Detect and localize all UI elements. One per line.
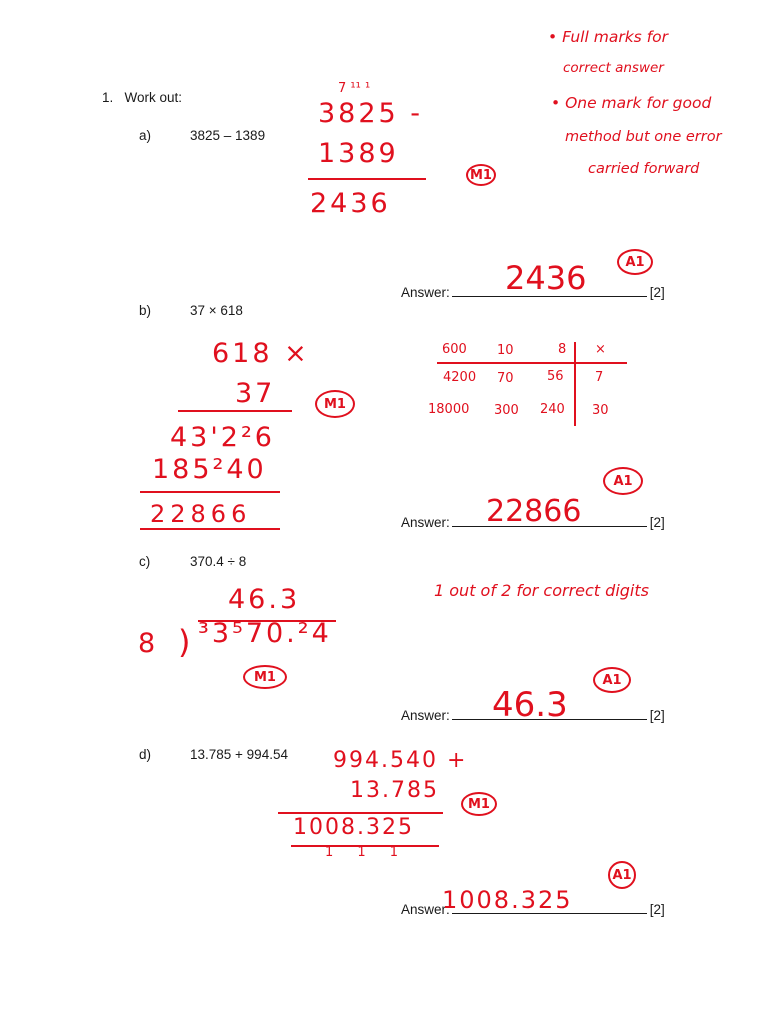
- grid-top-10: 10: [497, 343, 514, 358]
- part-b-rule-3: [140, 528, 280, 530]
- part-a-working-result: 2436: [310, 188, 391, 219]
- part-d-letter: d): [139, 747, 152, 762]
- part-c-comment: 1 out of 2 for correct digits: [434, 581, 649, 600]
- part-b-accuracy-mark: A1: [603, 467, 643, 495]
- part-d-marks: [2]: [649, 902, 665, 917]
- part-b-partial-product-2: 185²40: [152, 454, 267, 485]
- grid-row1-8: 56: [547, 369, 564, 384]
- part-b-method-mark: M1: [315, 390, 355, 418]
- part-a-written-answer: 2436: [505, 259, 587, 297]
- part-d-expression: 13.785 + 994.54: [190, 747, 288, 762]
- part-c-dividend: ³3⁵70.²4: [198, 618, 332, 649]
- part-a-rule: [308, 178, 426, 180]
- part-b-working-line2: 37: [235, 378, 276, 409]
- grid-row1-10: 70: [497, 371, 514, 386]
- question-number: [102, 90, 182, 105]
- part-b-marks: [2]: [649, 515, 665, 530]
- part-a-marks: [2]: [649, 285, 665, 300]
- question-number-label: 1.: [102, 90, 114, 105]
- part-b-rule-2: [140, 491, 280, 493]
- question-prompt: Work out:: [124, 90, 183, 105]
- answer-label: Answer:: [401, 285, 450, 300]
- part-c-letter: c): [139, 554, 151, 569]
- part-c-bracket: ): [178, 623, 194, 661]
- part-c-divisor: 8: [138, 628, 159, 659]
- grid-top-8: 8: [558, 342, 567, 357]
- grid-row2-multiplier: 30: [592, 403, 609, 418]
- part-a-method-mark: M1: [466, 164, 496, 186]
- part-b-partial-product-1: 43'2²6: [170, 422, 275, 453]
- part-d-working-line1: 994.540 +: [333, 748, 468, 773]
- answer-label: Answer:: [401, 902, 450, 917]
- part-c-expression: 370.4 ÷ 8: [190, 554, 247, 569]
- part-a-accuracy-mark: A1: [617, 249, 653, 275]
- grid-row1-600: 4200: [443, 370, 477, 385]
- grid-top-600: 600: [442, 342, 467, 357]
- grid-row1-multiplier: 7: [595, 370, 604, 385]
- part-d-written-answer: 1008.325: [442, 886, 573, 914]
- marker-note-line2: correct answer: [563, 60, 664, 76]
- part-c-written-answer: 46.3: [492, 685, 568, 725]
- part-a-letter: a): [139, 128, 152, 143]
- part-a-expression: 3825 – 1389: [190, 128, 266, 143]
- part-b-working-result: 22866: [150, 500, 252, 528]
- part-d-method-mark: M1: [461, 792, 497, 816]
- part-a-borrow-marks: 7 ¹¹ ¹: [338, 81, 371, 96]
- grid-row2-600: 18000: [428, 402, 470, 417]
- part-c-quotient: 46.3: [228, 584, 301, 615]
- marker-note-line4: method but one error: [565, 129, 722, 145]
- part-c-method-mark: M1: [243, 665, 287, 689]
- part-b-expression: 37 × 618: [190, 303, 243, 318]
- part-d-rule-1: [278, 812, 443, 814]
- part-a-working-line1: 3825 -: [318, 98, 424, 129]
- grid-top-times: ×: [595, 342, 606, 357]
- part-d-carries: 1 1 1: [325, 845, 409, 860]
- answer-label: Answer:: [401, 515, 450, 530]
- answer-label: Answer:: [401, 708, 450, 723]
- part-d-working-line2: 13.785: [350, 778, 439, 803]
- part-b-letter: b): [139, 303, 152, 318]
- part-c-marks: [2]: [649, 708, 665, 723]
- part-b-rule-1: [178, 410, 292, 412]
- part-b-written-answer: 22866: [486, 494, 582, 529]
- part-c-accuracy-mark: A1: [593, 667, 631, 693]
- marker-note-line5: carried forward: [588, 161, 700, 177]
- part-d-working-result: 1008.325: [293, 815, 414, 840]
- marker-note-line1: • Full marks for: [548, 28, 668, 46]
- part-a-working-line2: 1389: [318, 138, 399, 169]
- part-b-working-line1: 618 ×: [212, 338, 310, 369]
- marker-note-line3: • One mark for good: [551, 94, 712, 112]
- grid-row2-8: 240: [540, 402, 565, 417]
- grid-row2-10: 300: [494, 403, 519, 418]
- part-d-accuracy-mark: A1: [608, 861, 636, 889]
- grid-header-rule: [437, 362, 627, 364]
- grid-divider: [574, 342, 576, 426]
